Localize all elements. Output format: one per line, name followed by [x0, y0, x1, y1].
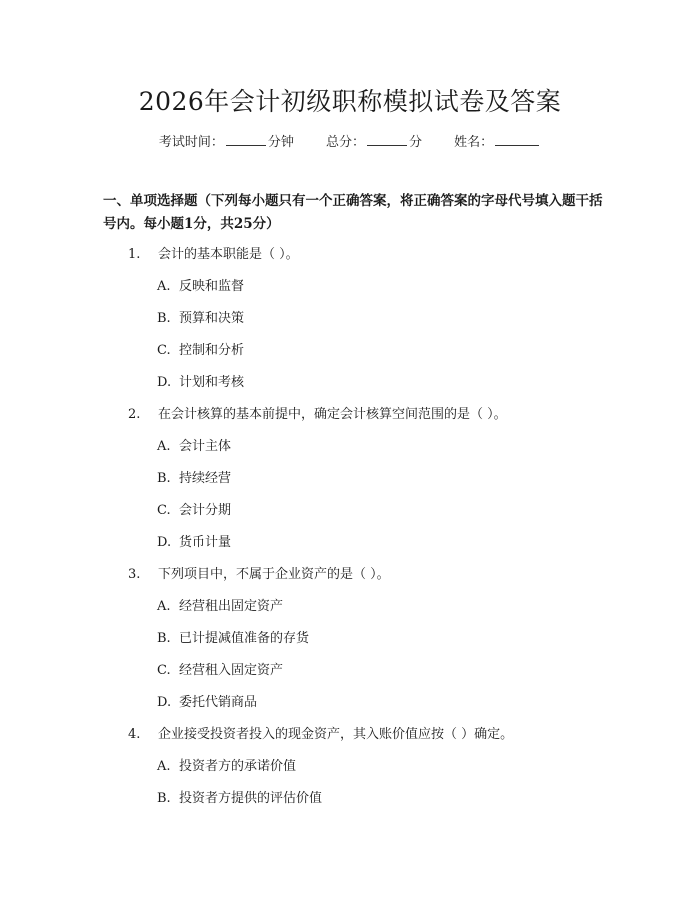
option-text: 持续经营	[179, 471, 232, 486]
total-score-field	[326, 131, 422, 150]
exam-time-field	[159, 131, 294, 150]
exam-time-label: 考试时间：	[158, 135, 224, 150]
option-letter: B.	[157, 471, 171, 486]
exam-info-line	[0, 131, 700, 150]
option-letter: C.	[157, 503, 171, 518]
option-1a[interactable]	[157, 275, 244, 294]
option-2c[interactable]	[157, 499, 231, 518]
exam-time-blank[interactable]	[226, 144, 266, 146]
option-text: 投资者方的承诺价值	[179, 759, 297, 774]
exam-time-unit: 分钟	[267, 135, 294, 150]
option-3a[interactable]	[157, 595, 283, 614]
option-text: 控制和分析	[179, 343, 245, 358]
option-letter: A.	[157, 759, 171, 774]
question-number: 3.	[128, 567, 141, 582]
option-text: 会计分期	[179, 503, 232, 518]
option-text: 委托代销商品	[179, 695, 258, 710]
total-score-label: 总分：	[325, 135, 365, 150]
option-text: 经营租出固定资产	[179, 599, 284, 614]
option-1d[interactable]	[157, 371, 244, 390]
question-number: 4.	[128, 727, 141, 742]
option-letter: A.	[157, 439, 171, 454]
option-letter: B.	[157, 791, 171, 806]
option-letter: D.	[157, 535, 172, 550]
option-text: 经营租入固定资产	[179, 663, 284, 678]
option-letter: D.	[157, 375, 172, 390]
option-1b[interactable]	[157, 307, 244, 326]
total-score-blank[interactable]	[367, 144, 407, 146]
option-letter: D.	[157, 695, 172, 710]
question-1	[128, 243, 299, 262]
option-letter: C.	[157, 663, 171, 678]
option-text: 会计主体	[179, 439, 232, 454]
question-number: 1.	[128, 247, 141, 262]
name-blank[interactable]	[495, 144, 539, 146]
question-3	[128, 563, 390, 582]
question-text: 企业接受投资者投入的现金资产，其入账价值应按（ ）确定。	[158, 727, 514, 742]
option-1c[interactable]	[157, 339, 244, 358]
question-4	[128, 723, 513, 742]
name-field	[454, 131, 541, 150]
option-text: 已计提减值准备的存货	[179, 631, 310, 646]
option-text: 计划和考核	[179, 375, 245, 390]
question-text: 会计的基本职能是（ ）。	[158, 247, 299, 262]
name-label: 姓名：	[454, 135, 494, 150]
option-letter: A.	[157, 279, 171, 294]
option-4a[interactable]	[157, 755, 296, 774]
option-text: 反映和监督	[179, 279, 245, 294]
section-heading: 一、单项选择题（下列每小题只有一个正确答案，将正确答案的字母代号填入题干括号内。每小题1分，共25分）	[103, 193, 603, 232]
option-letter: B.	[157, 311, 171, 326]
option-text: 投资者方提供的评估价值	[179, 791, 323, 806]
option-4b[interactable]	[157, 787, 322, 806]
option-text: 预算和决策	[179, 311, 245, 326]
option-2d[interactable]	[157, 531, 231, 550]
total-score-unit: 分	[409, 135, 423, 150]
question-text: 下列项目中，不属于企业资产的是（ ）。	[158, 567, 390, 582]
exam-title: 2026年会计初级职称模拟试卷及答案	[138, 87, 562, 116]
option-letter: C.	[157, 343, 171, 358]
option-3d[interactable]	[157, 691, 257, 710]
question-number: 2.	[128, 407, 141, 422]
option-text: 货币计量	[179, 535, 232, 550]
option-2a[interactable]	[157, 435, 231, 454]
option-2b[interactable]	[157, 467, 231, 486]
option-3b[interactable]	[157, 627, 309, 646]
option-letter: A.	[157, 599, 171, 614]
option-3c[interactable]	[157, 659, 283, 678]
question-2	[128, 403, 507, 422]
option-letter: B.	[157, 631, 171, 646]
question-text: 在会计核算的基本前提中，确定会计核算空间范围的是（ ）。	[158, 407, 507, 422]
